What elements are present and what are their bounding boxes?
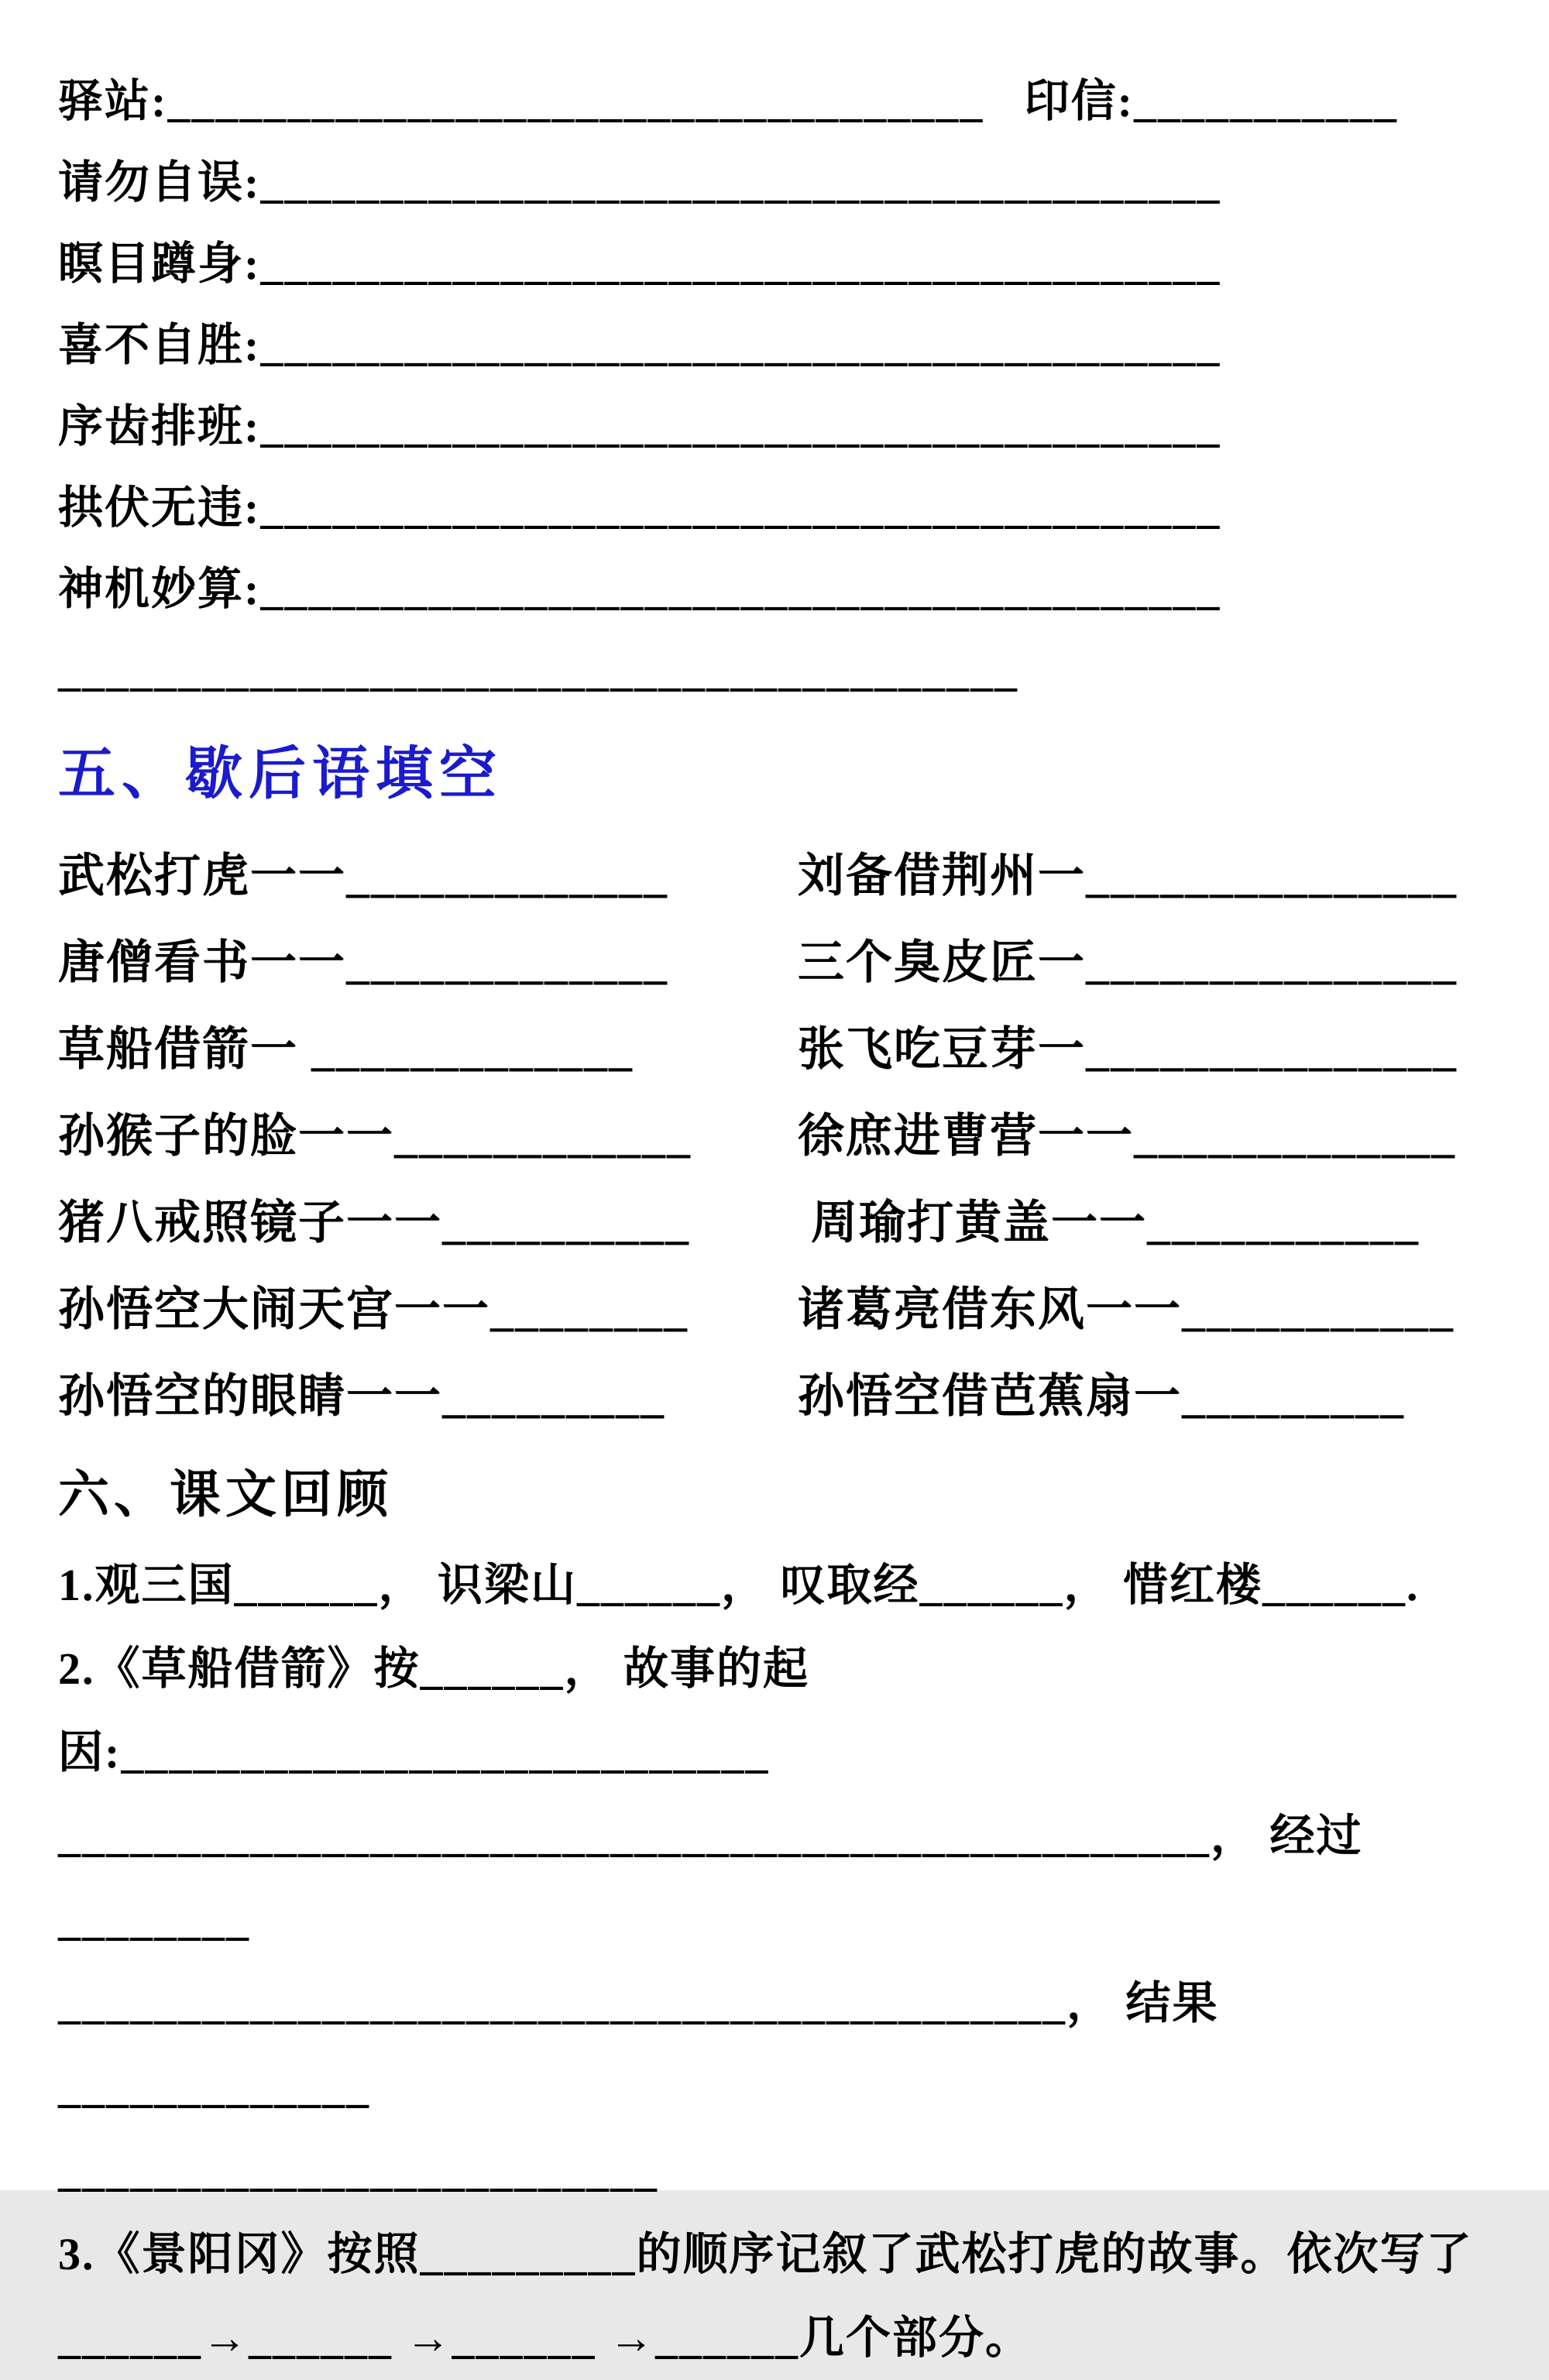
xiehouyu-sunwukongjiebajiaoshan: 孙悟空借芭蕉扇一_________ [798,1371,1405,1423]
xiehouyu-row [58,1093,1491,1180]
vocab-row-yizhan-yinxin [58,60,1491,142]
xiehouyu-row [58,1006,1491,1093]
xiehouyu-xushujincaoying: 徐庶进曹营一一_____________ [798,1111,1456,1163]
xiehouyu-sunhouzidelian: 孙猴子的脸一一____________ [58,1111,692,1163]
xiehouyu-wusongdahu: 武松打虎一一_____________ [58,850,668,902]
review-line-1-sanguo: 1.观三国______， 识梁山______， 叹取经______， 惜红楼______. [58,1560,1420,1611]
review-line-3-jingyanggang: 3.《景阳冈》按照_________的顺序记叙了武松打虎的故事。依次写了 [58,2229,1473,2280]
xiehouyu-sunwukongdanaotiangong: 孙悟空大闹天宫一一________ [58,1284,689,1336]
xiehouyu-zhouyudahuanggai: 周瑜打黄盖一一___________ [798,1197,1420,1249]
vocab-label-yizhan-blank: 驿站:__________________________________ [58,76,984,126]
vocab-row-shenjimiaosuan: 神机妙算:________________________________________ [58,564,1221,614]
vocab-trailing-blank-line: ________________________________________ [58,645,1018,695]
xiehouyu-row [58,1266,1491,1353]
xiehouyu-caochuanjiejian: 草船借箭一 _____________ [58,1024,634,1076]
vocab-row-xuchipaiban: 序齿排班:________________________________________ [58,401,1221,452]
vocab-row-gongfuwuwei: 拱伏无违:________________________________________ [58,483,1221,533]
xiehouyu-sunwukongdeyanjing: 孙悟空的眼睛一一_________ [58,1371,665,1423]
vocab-row-xibuzisheng: 喜不自胜:________________________________________ [58,320,1221,370]
xiehouyu-row [58,919,1491,1006]
vocab-row-mingmudunshen: 瞑目蹲身:________________________________________ [58,239,1221,289]
xiehouyu-tangsengkanshu: 唐僧看书一一_____________ [58,937,668,989]
review-line-jieguo: __________________________________________， 结果_____________ [58,1978,1219,2113]
section5-title: 五、歇后语填空 [58,743,503,806]
review-line-blank: _________________________ [58,2145,658,2196]
review-line-jingguo: ________________________________________________， 经过________ [58,1811,1363,1946]
xiehouyu-row [58,1180,1491,1266]
xiehouyu-liubeijiejingzhou: 刘备借荆州一_______________ [798,850,1458,902]
review-line-2-caochuanjiejian: 2.《草船借箭》按______， 故事的起因:___________________________ [58,1643,810,1778]
xiehouyu-row [58,833,1491,919]
xiehouyu-zhubajiezhaojingzi: 猪八戒照镜子一一__________ [58,1197,690,1249]
review-line-arrow-parts: ______→______ →______ →______几个部分。 [58,2313,1032,2364]
xiehouyu-sangechoupijiang: 三个臭皮匠一_______________ [798,937,1458,989]
xiehouyu-zhugeliangjiedongfeng: 诸葛亮借东风一一___________ [798,1284,1455,1336]
section6-title: 六、课文回顾 [58,1467,393,1524]
xiehouyu-row [58,1353,1491,1440]
xiehouyu-zhangfeichidouya: 张飞吃豆芽一_______________ [798,1024,1458,1076]
vocab-label-yinxin-blank: 印信:___________ [1024,76,1398,126]
vocab-row-qingwuziwu: 请勿自误:________________________________________ [58,157,1221,208]
